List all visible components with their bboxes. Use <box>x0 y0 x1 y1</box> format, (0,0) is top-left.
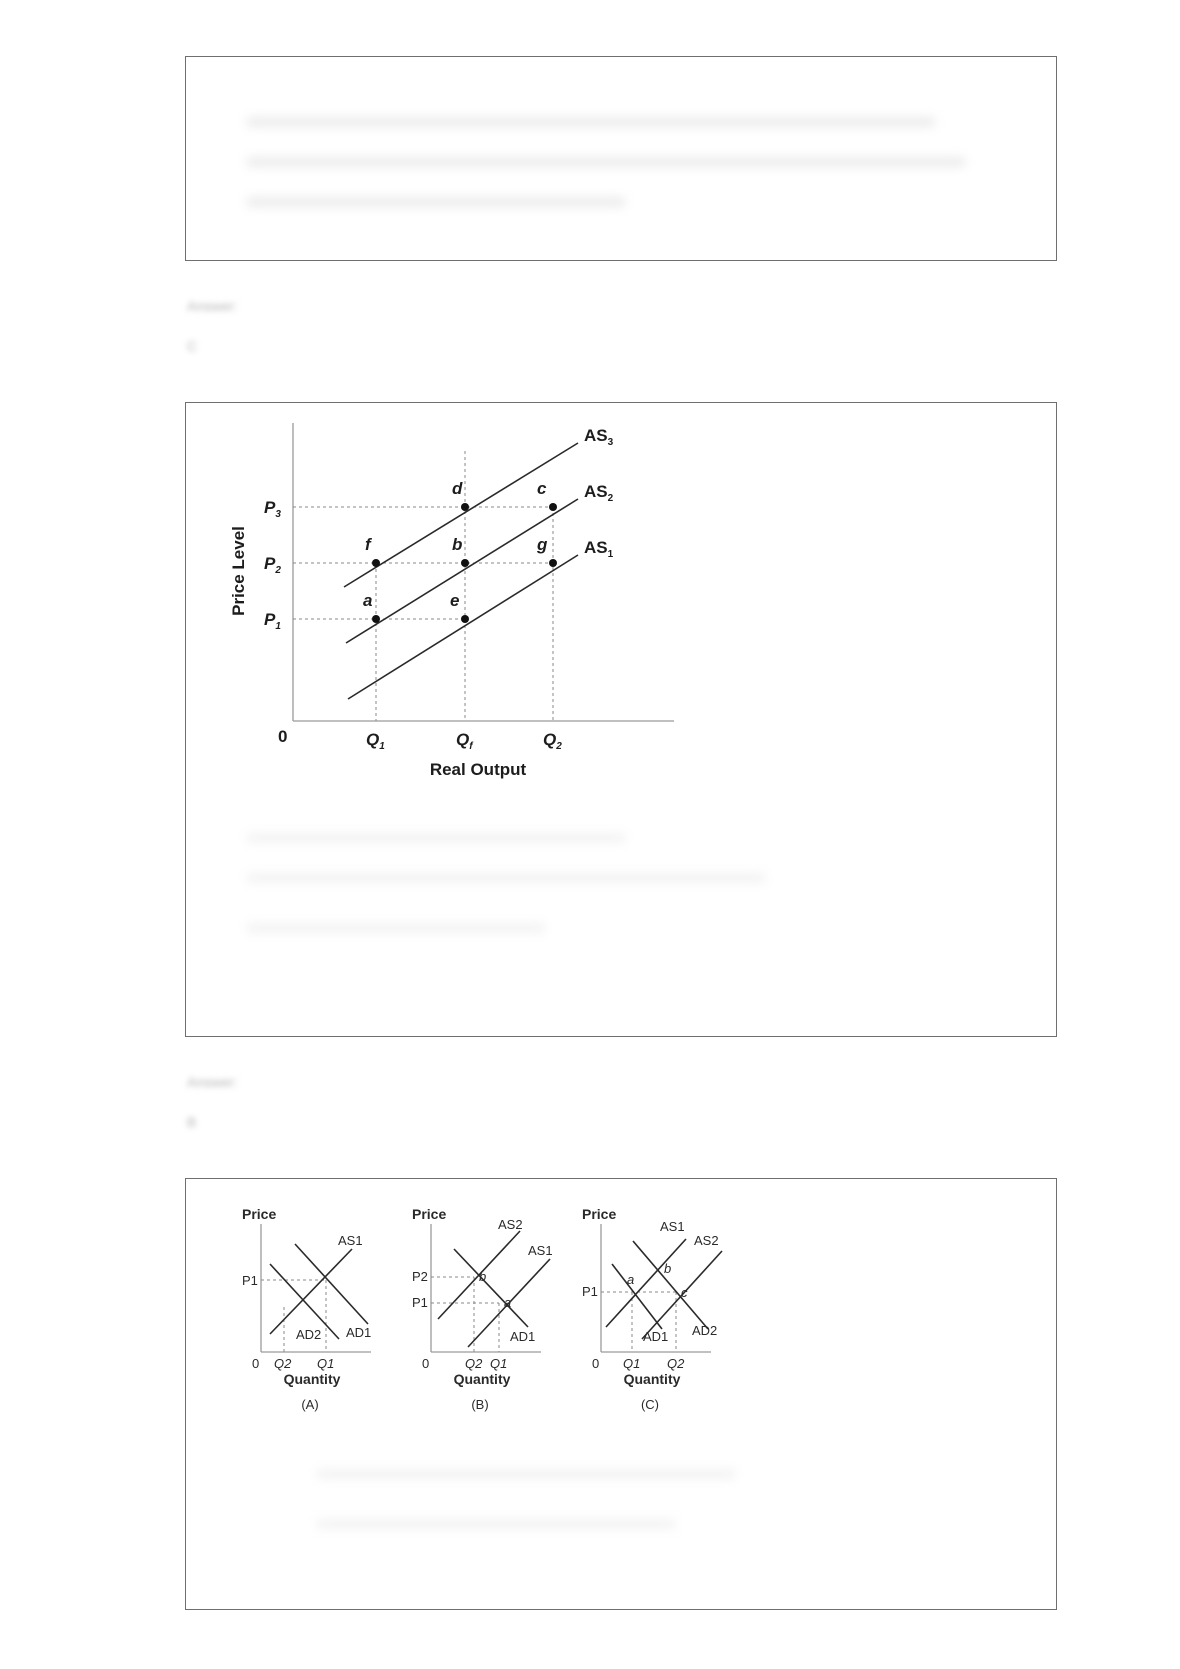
point-g <box>549 559 557 567</box>
panel-a-x-label: Quantity <box>283 1371 341 1387</box>
panel-b-ad1-curve <box>454 1249 528 1327</box>
panel-b-point-a: a <box>504 1295 512 1310</box>
panel-c-ad1-label: AD1 <box>643 1329 669 1344</box>
blurred-text-line <box>316 1519 676 1529</box>
as3-label: $AS_3$ <box>584 426 614 448</box>
panel-a-caption: (A) <box>301 1397 319 1412</box>
y-tick-p2: $P_2$ <box>264 554 281 576</box>
blurred-text-line <box>246 117 936 127</box>
panel-a-y-label: Price <box>242 1206 277 1222</box>
panel-c-as1-curve <box>606 1239 686 1327</box>
panel-c-p1: P1 <box>582 1284 598 1299</box>
panel-a <box>242 1206 371 1412</box>
question-box-2 <box>185 402 1057 1037</box>
panel-b-as2-label: AS2 <box>498 1217 523 1232</box>
point-b <box>461 559 469 567</box>
blurred-text-line <box>246 873 766 883</box>
panel-b-point-b: b <box>479 1269 487 1284</box>
as-shift-diagram <box>186 403 1056 1036</box>
y-tick-p3: $P_3$ <box>264 498 281 520</box>
point-c-label: c <box>537 479 547 498</box>
panel-a-as1-label: AS1 <box>338 1233 363 1248</box>
panel-b-ad1-label: AD1 <box>510 1329 536 1344</box>
panel-a-ad2-label: AD2 <box>296 1327 322 1342</box>
panel-c-caption: (C) <box>640 1397 660 1412</box>
point-a-label: a <box>363 591 373 610</box>
point-d <box>461 503 469 511</box>
blurred-text-line <box>246 197 626 207</box>
panel-c-x-label: Quantity <box>623 1371 681 1387</box>
point-c <box>549 503 557 511</box>
question-box-1 <box>185 56 1057 261</box>
panel-a-q2: Q2 <box>274 1356 292 1371</box>
panel-c-point-a: a <box>627 1272 635 1287</box>
panel-a-origin: 0 <box>252 1356 260 1371</box>
panel-b-origin: 0 <box>422 1356 430 1371</box>
panel-b-q1: Q1 <box>490 1356 508 1371</box>
origin-label: 0 <box>278 727 288 746</box>
as1-curve <box>348 555 578 699</box>
blurred-text-line <box>246 157 966 167</box>
panel-c-y-label: Price <box>582 1206 617 1222</box>
panel-a-ad1-label: AD1 <box>346 1325 372 1340</box>
panel-a-ad1-curve <box>295 1244 368 1324</box>
panel-b <box>412 1206 553 1412</box>
panel-b-p2: P2 <box>412 1269 428 1284</box>
answer-label: Answer: <box>187 298 238 314</box>
question-box-3 <box>185 1178 1057 1610</box>
panel-c-point-c: c <box>681 1285 688 1300</box>
blurred-text-line <box>316 1469 736 1479</box>
panel-a-q1: Q1 <box>317 1356 335 1371</box>
point-d-label: d <box>452 479 463 498</box>
x-tick-qf: $Q_f$ <box>456 730 473 752</box>
panel-c-point-b: b <box>664 1261 672 1276</box>
point-a <box>372 615 380 623</box>
blurred-text-line <box>246 833 626 843</box>
panel-b-x-label: Quantity <box>453 1371 511 1387</box>
panel-b-q2: Q2 <box>465 1356 483 1371</box>
panel-a-p1: P1 <box>242 1273 258 1288</box>
as2-label: $AS_2$ <box>584 482 614 504</box>
point-f <box>372 559 380 567</box>
y-tick-p1: $P_1$ <box>264 610 281 632</box>
x-tick-q2: $Q_2$ <box>543 730 562 752</box>
panel-b-p1: P1 <box>412 1295 428 1310</box>
point-g-label: g <box>537 535 548 554</box>
panel-b-as1-label: AS1 <box>528 1243 553 1258</box>
point-e <box>461 615 469 623</box>
answer-value: B <box>187 1114 197 1130</box>
panel-c-q1: Q1 <box>623 1356 641 1371</box>
panel-c-as2-label: AS2 <box>694 1233 719 1248</box>
answer-value: C <box>187 338 198 354</box>
panel-c-ad2-label: AD2 <box>692 1323 718 1338</box>
panel-c-q2: Q2 <box>667 1356 685 1371</box>
x-tick-q1: $Q_1$ <box>366 730 385 752</box>
three-panel-diagram <box>186 1179 1056 1609</box>
panel-b-y-label: Price <box>412 1206 447 1222</box>
panel-c <box>582 1206 722 1412</box>
panel-c-origin: 0 <box>592 1356 600 1371</box>
point-b-label: b <box>452 535 463 554</box>
x-axis-title: Real Output <box>429 760 527 779</box>
y-axis-title: Price Level <box>229 526 248 616</box>
answer-label: Answer: <box>187 1074 238 1090</box>
panel-c-as1-label: AS1 <box>660 1219 685 1234</box>
as1-label: $AS_1$ <box>584 538 614 560</box>
blurred-text-line <box>246 923 546 933</box>
point-e-label: e <box>450 591 460 610</box>
point-f-label: f <box>365 535 371 554</box>
panel-b-caption: (B) <box>471 1397 489 1412</box>
